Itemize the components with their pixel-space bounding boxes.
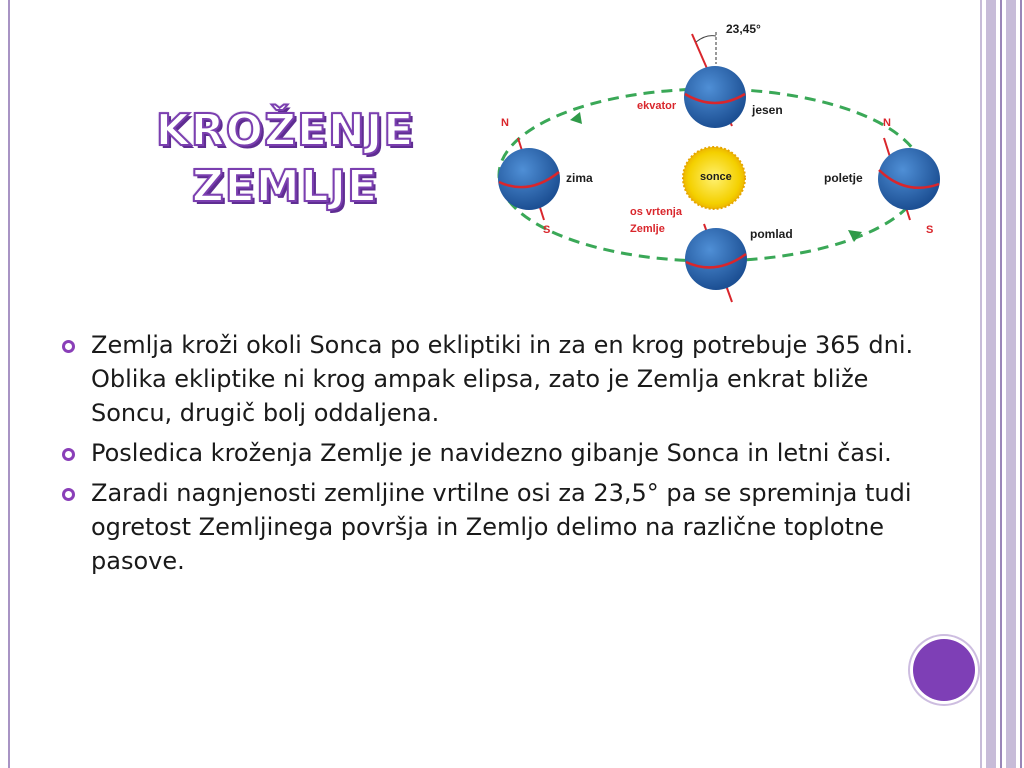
bullet-circle-icon: [62, 340, 75, 353]
spring-label: pomlad: [750, 227, 793, 241]
bullet-item: [62, 476, 942, 578]
bullet-text: Zaradi nagnjenosti zemljine vrtilne osi za 23,5° pa se spreminja tudi ogretost Zemljinega površja in Zemljo delimo na različne toplotne pasove.: [91, 479, 912, 575]
autumn-label: jesen: [752, 103, 783, 117]
bullet-text: Zemlja kroži okoli Sonca po ekliptiki in za en krog potrebuje 365 dni. Oblika ekliptike ni krog ampak elipsa, zato je Zemlja enkrat bliže Soncu, drugič bolj oddaljena.: [91, 331, 914, 427]
bullet-text: Posledica kroženja Zemlje je navidezno gibanje Sonca in letni časi.: [91, 439, 892, 467]
angle-label: 23,45°: [726, 22, 761, 36]
title-line-2: ZEMLJE: [191, 161, 379, 212]
earth-orbit-diagram: [486, 12, 956, 310]
bullet-circle-icon: [62, 448, 75, 461]
north-label-left: N: [501, 117, 509, 129]
orbit-svg: [486, 12, 956, 310]
earth-summer-icon: [878, 148, 940, 210]
orbit-direction-arrow-left: [570, 112, 582, 124]
south-label-left: S: [543, 224, 551, 236]
bullet-item: [62, 328, 942, 430]
winter-label: zima: [566, 171, 593, 185]
bullet-circle-icon: [62, 488, 75, 501]
south-label-right: S: [926, 224, 934, 236]
axis-label-line-2: Zemlje: [630, 223, 665, 235]
left-frame-line: [8, 0, 10, 768]
axis-label-line-1: os vrtenja: [630, 206, 682, 218]
right-frame-border: [980, 0, 1024, 768]
bullet-list: [62, 328, 942, 584]
north-label-right: N: [883, 117, 891, 129]
slide-title: [136, 103, 434, 215]
sun-label: sonce: [700, 171, 732, 183]
summer-label: poletje: [824, 171, 863, 185]
equator-label: ekvator: [637, 100, 677, 112]
decorative-circle-icon: [913, 639, 975, 701]
title-line-1: KROŽENJE: [155, 105, 415, 156]
bullet-item: [62, 436, 942, 470]
